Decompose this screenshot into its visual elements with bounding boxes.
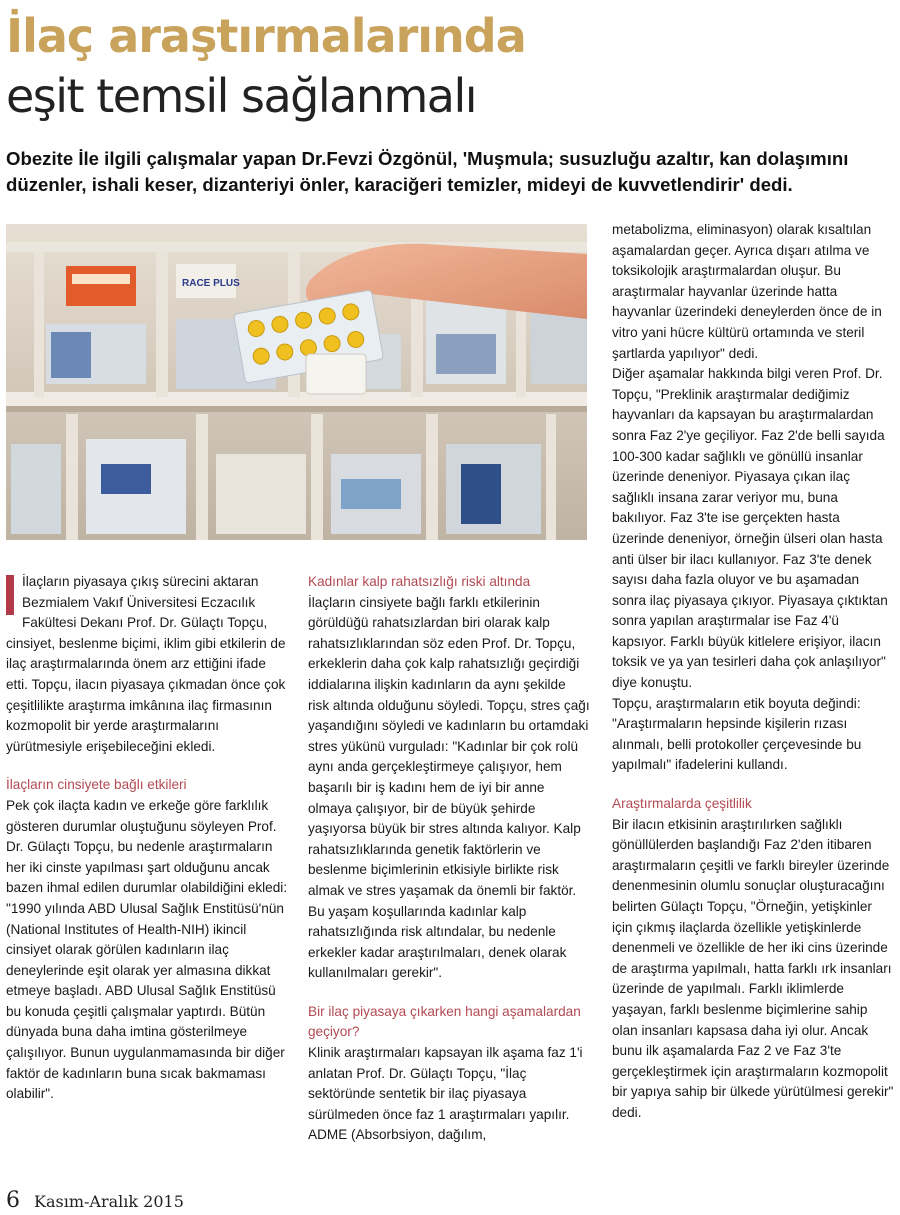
page-number: 6 [6,1188,20,1213]
article-title-line2: eşit temsil sağlanmalı [6,69,477,123]
paragraph-gender-effects: Pek çok ilaçta kadın ve erkeğe göre farklılık gösteren durumlar oluştuğunu söyleyen Prof. Dr. Gülaçtı Topçu, bu nedenle araştırmaların her iki cinste yapılması şart olduğunu ancak bazen ihmal edilen durumlar olabildiğini ekledi: "1990 yılında ABD Ulusal Sağlık Enstitüsü'nün (National Institutes of Health-NIH) ikincil cinsiyet olarak görülen kadınların ilaç deneylerinde eşit olarak yer almasına dikkat etmeye başladı. ABD Ulusal Sağlık Enstitüsü bu konuda çeşitli çalışmalar yaptırdı. Bütün dünyada buna daha imtina gösterilmeye çalışılıyor. Bunun uygulanmamasında bir diğer faktör de kadınların buna sıcak bakmaması olabilir". [6,797,288,1102]
photo-box-label: RACE PLUS [182,278,240,289]
paragraph-adme-cont: metabolizma, eliminasyon) olarak kısaltılan aşamalardan geçer. Ayrıca dışarı atılma ve toksikolojik araştırmalardan oluşur. Bu araştırmalar hayvanlar üzerinde hatta hayvanlar üzerindeki deneylerden önce de in vitro yani hücre kültürü ortamında ve steril şartlarda yapılıyor" dedi. [612,222,882,361]
paragraph-heart-risk: İlaçların cinsiyete bağlı farklı etkilerinin görüldüğü rahatsızlardan biri olarak kalp rahatsızlıklarından söz eden Prof. Dr. Topçu, erkeklerin daha çok kalp rahatsızlığı geçirdiği iddialarına ilişkin kadınların da aynı şekilde risk altında olduğunu söyledi. Topçu, stres çağı yaşandığını söyledi ve kadınların bu ortamdaki stres yükünü vurguladı: "Kadınlar bir çok rolü aynı anda gerçekleştirmeye çalışıyor, hem başarılı bir iş kadını hem de iyi bir anne olmaya çalışıyor, bir de büyük şehirde yaşıyorsa büyük bir stres altında kalıyor. Kalp rahatsızlıklarında genetik faktörlerin ve beslenme biçimlerinin etkisiyle birlikte risk almak ve stres yaşamak da önemli bir faktör. Bu yaşam koşullarında kadınlar kalp rahatsızlığında risk altındalar, bu nedenle erkekler kadar araştırılmaları, denek olarak kullanılmaları gerekir". [308,594,590,981]
column-2 [308,572,590,1146]
column-1 [6,572,288,1105]
column-3 [612,220,894,1124]
intro-text: laçların piyasaya çıkış sürecini aktaran Bezmialem Vakıf Üniversitesi Eczacılık Fakültesi Dekanı Prof. Dr. Gülaçtı Topçu, cinsiyet, beslenme biçimi, iklim gibi etkilerin de ilaç araştırmalarında önem arz ettiğini ifade etti. Topçu, ilacın piyasaya çıkmadan önce çok çeşitlilikte araştırma imkânına ilaç firmasının kozmopolit bir yerde araştırmalarını yürütmesiyle erişebileceğini ekledi. [6,574,286,754]
subheading-heart-risk: Kadınlar kalp rahatsızlığı riski altında [308,574,531,589]
subheading-drug-stages: Bir ilaç piyasaya çıkarken hangi aşamalardan geçiyor? [308,1003,581,1040]
article-title-line1: İlaç araştırmalarında [6,9,526,63]
subheading-diversity: Araştırmalarda çeşitlilik [612,796,752,812]
article-photo [6,224,587,540]
paragraph-phases: Diğer aşamalar hakkında bilgi veren Prof. Dr. Topçu, "Preklinik araştırmalar dediğimiz hayvanları da kapsayan bu araştırmalardan sonra Faz 2'ye geçiliyor. Faz 2'de belli sayıda 100-300 kadar sağlıklı ve gönüllü insanlar üzerinde deneniyor. Piyasaya çıkan ilaç sağlıklı insana zarar veriyor mu, buna bakılıyor. Faz 3'te ise gerçekten hasta üzerinde deneniyor, örneğin ülseri olan hasta anti ülser bir ilacı kullanıyor. Faz 3'te denek sayısı daha fazla oluyor ve bu aşamadan sonra ilaç piyasaya çıkıyor. Piyasaya çıktıktan sonra yapılan araştırmalar ise Faz 4'ü kapsıyor. Farklı büyük kitlelere erişiyor, ilacın toksik ve ya yan tesirleri daha çok anlaşılıyor" diye konuştu. [612,366,888,691]
paragraph-diversity: Bir ilacın etkisinin araştırılırken sağlıklı gönüllülerden başlandığı Faz 2'den itibaren araştırmaların çeşitli ve farklı bireyler üzerinde denenmesinin olumlu sonuçlar oluşturacağını belirten Gülaçtı Topçu, "Örneğin, yetişkinler için çıkmış ilaçlarda özellikle yetişkinlerde denenmeli ve özellikle de her iki cins üzerinde de araştırma yapılmalı, hatta farklı ırk insanları üzerinde de yapılmalı. Farklı iklimlerde yaşayan, farklı beslenme biçimlerine sahip olan insanları kapsasa daha iyi olur. Ancak bunu ilk aşamalarda Faz 2 ve Faz 3'te gerçekleştirmek için araştırmaların kozmopolit bir yapıya sahip bir ülkede yürütülmesi gerekir" dedi. [612,816,894,1120]
article-lead: Obezite İle ilgili çalışmalar yapan Dr.Fevzi Özgönül, 'Muşmula; susuzluğu azaltır, kan dolaşımını düzenler, ishali keser, dizanteriyi önler, karaciğeri temizler, mideyi de kuvvetlendirir' dedi. [6,148,849,195]
drop-cap-bar [6,575,14,615]
issue-date: Kasım-Aralık 2015 [34,1192,184,1211]
subheading-gender-effects: İlaçların cinsiyete bağlı etkileri [6,777,187,793]
pharmacy-drawer-photo [6,224,587,540]
paragraph-drug-stages: Klinik araştırmaları kapsayan ilk aşama faz 1'i anlatan Prof. Dr. Gülaçtı Topçu, "İlaç sektöründe sentetik bir ilaç piyasaya sürülmeden önce faz 1 araştırmaları yapılır. ADME (Absorbsiyon, dağılım, [308,1045,583,1143]
page-footer [6,1188,184,1213]
intro-paragraph [6,572,288,757]
paragraph-ethics: Topçu, araştırmaların etik boyuta değindi: "Araştırmaların hepsinde kişilerin rızası alınmalı, belli protokoller çerçevesinde bu yapılmalı" ifadelerini kullandı. [612,695,862,773]
intro-drop-cap: İ [22,574,26,589]
